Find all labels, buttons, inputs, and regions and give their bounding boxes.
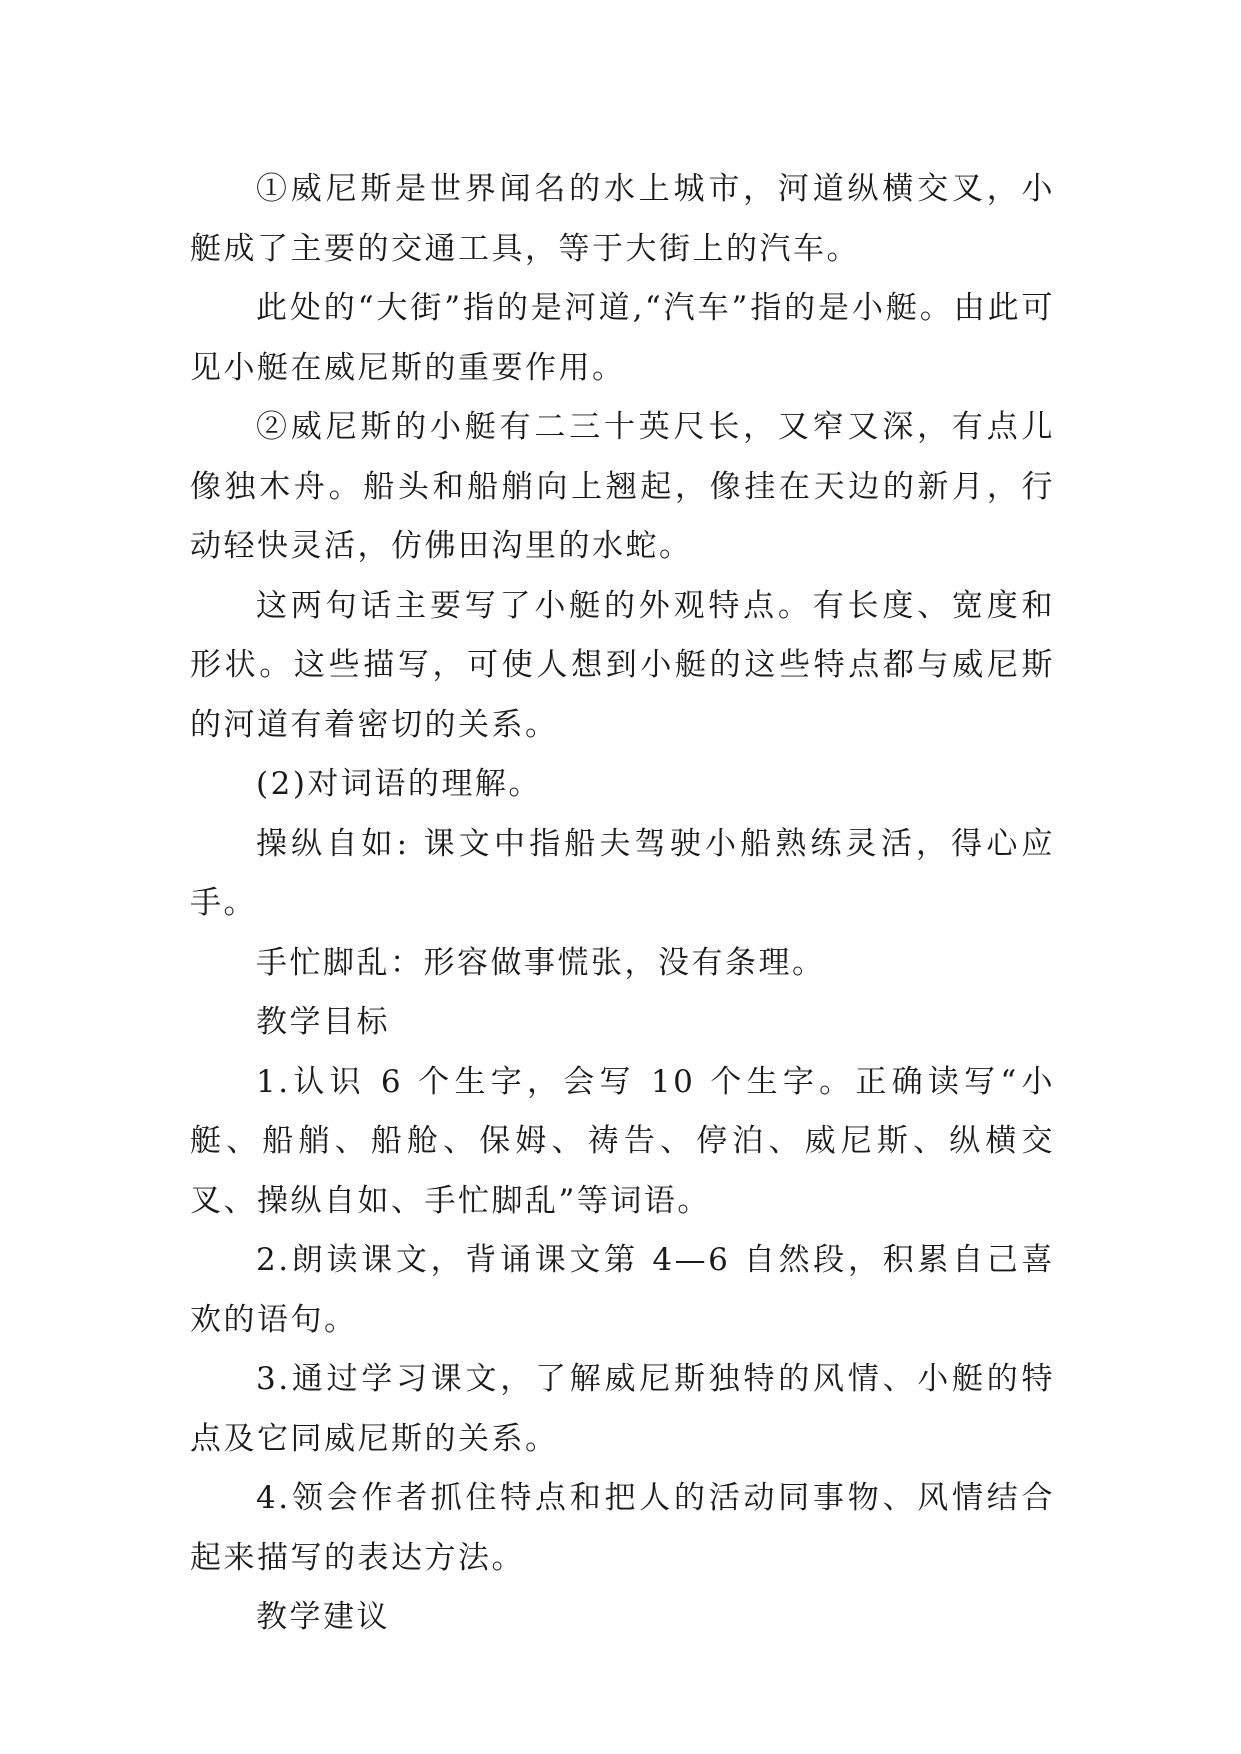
paragraph-boat-appearance-analysis: 这两句话主要写了小艇的外观特点。有长度、宽度和形状。这些描写，可使人想到小艇的这些特点都与威尼斯的河道有着密切的关系。 <box>190 587 1055 743</box>
teaching-goal-4: 4.领会作者抓住特点和把人的活动同事物、风情结合起来描写的表达方法。 <box>190 1480 1055 1576</box>
section-heading-teaching-suggestions: 教学建议 <box>256 1599 390 1635</box>
section-heading-teaching-goals: 教学目标 <box>256 1004 390 1040</box>
paragraph-boat-description: ②威尼斯的小艇有二三十英尺长，又窄又深，有点儿像独木舟。船头和船艄向上翘起，像挂在天边的新月，行动轻快灵活，仿佛田沟里的水蛇。 <box>190 409 1055 564</box>
paragraph-street-car-explanation: 此处的“大街”指的是河道,“汽车”指的是小艇。由此可见小艇在威尼斯的重要作用。 <box>190 290 1055 386</box>
document-body <box>190 160 1055 1648</box>
paragraph-venice-water-city: ①威尼斯是世界闻名的水上城市，河道纵横交叉，小艇成了主要的交通工具，等于大街上的汽车。 <box>190 171 1055 267</box>
teaching-goal-3: 3.通过学习课文，了解威尼斯独特的风情、小艇的特点及它同威尼斯的关系。 <box>190 1361 1055 1457</box>
section-heading-word-understanding: (2)对词语的理解。 <box>256 766 542 802</box>
definition-shoumang-jiaoluan: 手忙脚乱：形容做事慌张，没有条理。 <box>256 944 826 981</box>
teaching-goal-2: 2.朗读课文，背诵课文第 4—6 自然段，积累自己喜欢的语句。 <box>190 1242 1055 1338</box>
teaching-goal-1: 1.认识 6 个生字，会写 10 个生字。正确读写“小艇、船艄、船舱、保姆、祷告、停泊、威尼斯、纵横交叉、操纵自如、手忙脚乱”等词语。 <box>190 1063 1055 1219</box>
definition-caozong-ziru: 操纵自如: 课文中指船夫驾驶小船熟练灵活，得心应手。 <box>190 825 1055 921</box>
